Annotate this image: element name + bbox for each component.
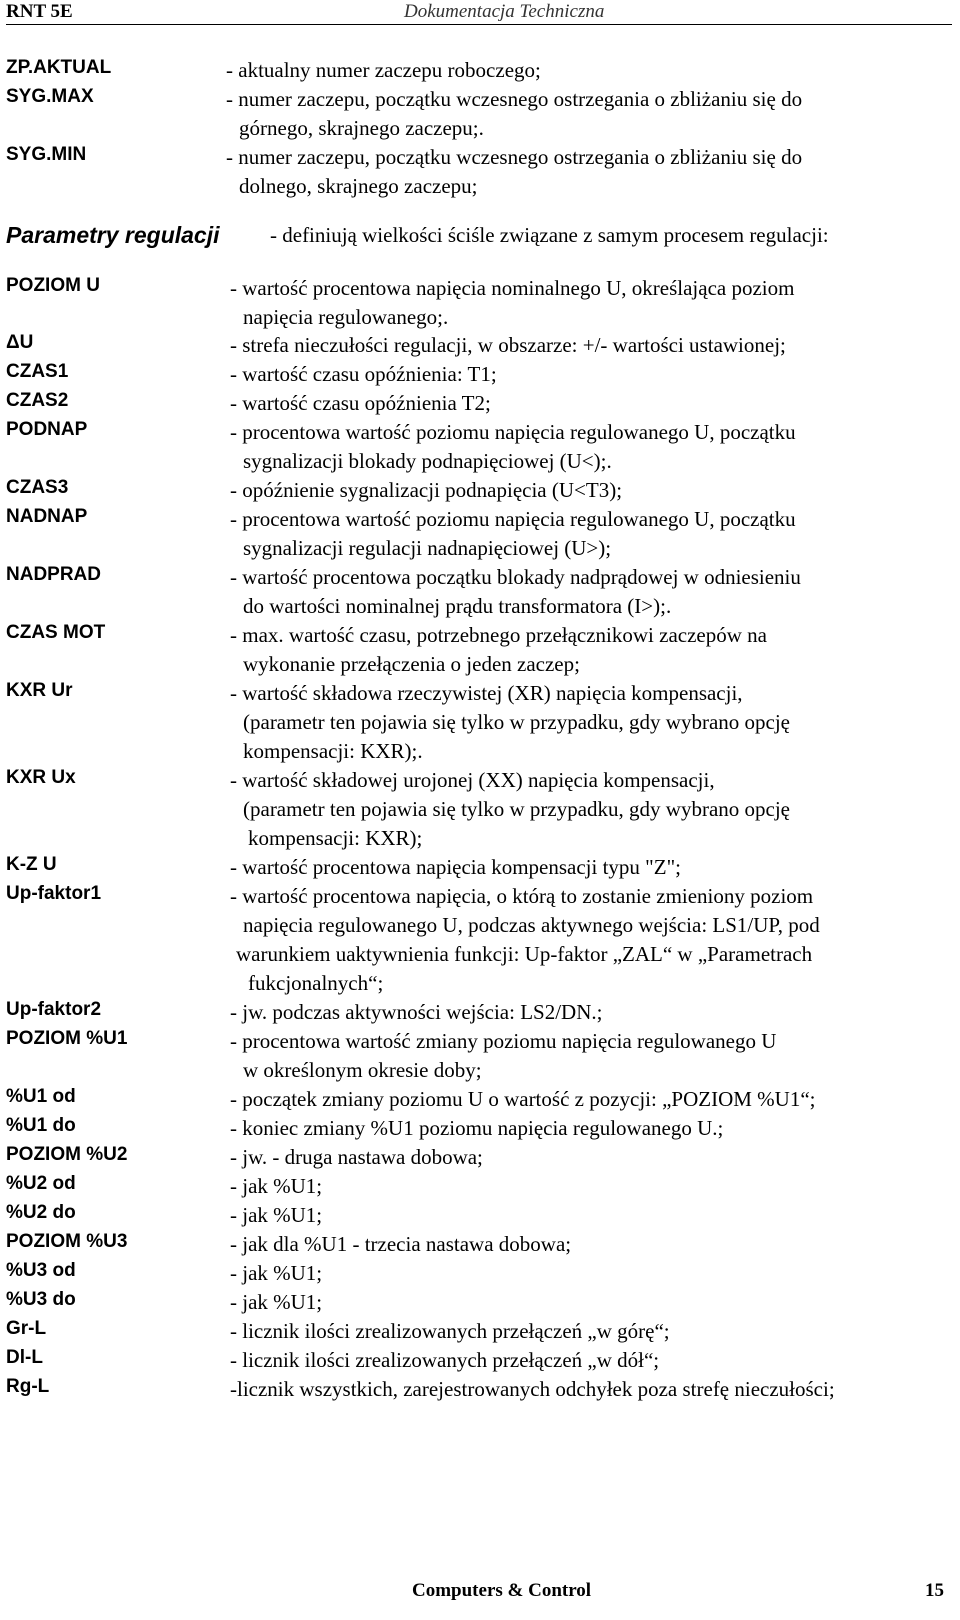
param-description: - numer zaczepu, początku wczesnego ostrzegania o zbliżaniu się do dolnego, skrajnego zaczepu;	[226, 145, 803, 198]
param-description: - licznik ilości zrealizowanych przełączeń „w górę“;	[230, 1319, 670, 1343]
param-description: - początek zmiany poziomu U o wartość z pozycji: „POZIOM %U1“;	[230, 1087, 816, 1111]
document-title: Dokumentacja Techniczna	[404, 1, 605, 22]
param-term: Up-faktor1	[6, 883, 102, 904]
param-term: %U2 do	[6, 1202, 76, 1223]
param-term: %U1 do	[6, 1115, 76, 1136]
param-term: CZAS MOT	[6, 622, 106, 643]
param-term: POZIOM %U1	[6, 1028, 128, 1049]
param-term: POZIOM U	[6, 275, 100, 296]
param-description: - jw. - druga nastawa dobowa;	[230, 1145, 483, 1169]
param-description: - wartość składowa rzeczywistej (XR) napięcia kompensacji, (parametr ten pojawia się tylko w przypadku, gdy wybrano opcję kompensacji: KXR);.	[230, 681, 790, 763]
param-term: SYG.MAX	[6, 86, 94, 107]
param-description: - jak dla %U1 - trzecia nastawa dobowa;	[230, 1232, 572, 1256]
param-description: - strefa nieczułości regulacji, w obszarze: +/- wartości ustawionej;	[230, 333, 786, 357]
param-term: %U3 od	[6, 1260, 76, 1281]
param-description: - jak %U1;	[230, 1203, 323, 1227]
param-description: - numer zaczepu, początku wczesnego ostrzegania o zbliżaniu się do górnego, skrajnego zaczepu;.	[226, 87, 803, 140]
param-term: CZAS3	[6, 477, 69, 498]
param-description: - jak %U1;	[230, 1261, 323, 1285]
param-term: Gr-L	[6, 1318, 47, 1339]
param-term: NADNAP	[6, 506, 88, 527]
param-description: - procentowa wartość zmiany poziomu napięcia regulowanego U w określonym okresie doby;	[230, 1029, 777, 1082]
param-description: - procentowa wartość poziomu napięcia regulowanego U, początku sygnalizacji blokady podnapięciowej (U<);.	[230, 420, 796, 473]
param-term: SYG.MIN	[6, 144, 87, 165]
param-term: CZAS1	[6, 361, 69, 382]
param-description: - licznik ilości zrealizowanych przełączeń „w dół“;	[230, 1348, 660, 1372]
page-header	[6, 0, 952, 25]
section-heading	[0, 222, 960, 254]
param-term: CZAS2	[6, 390, 69, 411]
param-description: - max. wartość czasu, potrzebnego przełącznikowi zaczepów na wykonanie przełączenia o jeden zaczep;	[230, 623, 767, 676]
param-term: KXR Ur	[6, 680, 73, 701]
param-term: %U1 od	[6, 1086, 76, 1107]
param-description: - wartość czasu opóźnienia T2;	[230, 391, 491, 415]
param-description: - aktualny numer zaczepu roboczego;	[226, 58, 541, 82]
param-term: Rg-L	[6, 1376, 50, 1397]
param-description: - wartość składowej urojonej (XX) napięcia kompensacji, (parametr ten pojawia się tylko w przypadku, gdy wybrano opcję kompensacji: KXR);	[230, 768, 790, 850]
param-term: Up-faktor2	[6, 999, 102, 1020]
param-description: - wartość procentowa napięcia nominalnego U, określająca poziom napięcia regulowanego;.	[230, 276, 795, 329]
param-term: K-Z U	[6, 854, 57, 875]
page-number: 15	[925, 1580, 944, 1601]
param-description: - koniec zmiany %U1 poziomu napięcia regulowanego U.;	[230, 1116, 724, 1140]
document-code: RNT 5E	[6, 1, 73, 22]
param-description: - jak %U1;	[230, 1290, 323, 1314]
param-description: - procentowa wartość poziomu napięcia regulowanego U, początku sygnalizacji regulacji nadnapięciowej (U>);	[230, 507, 796, 560]
param-description: - jak %U1;	[230, 1174, 323, 1198]
section-description: - definiują wielkości ściśle związane z samym procesem regulacji:	[270, 223, 829, 247]
footer-company: Computers & Control	[412, 1580, 592, 1601]
param-description: - wartość procentowa początku blokady nadprądowej w odniesieniu do wartości nominalnej prądu transformatora (I>);.	[230, 565, 801, 618]
param-term: ΔU	[6, 332, 34, 353]
param-description: - opóźnienie sygnalizacji podnapięcia (U<T3);	[230, 478, 623, 502]
param-term: POZIOM %U2	[6, 1144, 128, 1165]
param-term: %U2 od	[6, 1173, 76, 1194]
param-description: -licznik wszystkich, zarejestrowanych odchyłek poza strefę nieczułości;	[230, 1377, 835, 1401]
param-term: Dl-L	[6, 1347, 43, 1368]
param-description: - wartość czasu opóźnienia: T1;	[230, 362, 497, 386]
param-term: PODNAP	[6, 419, 88, 440]
param-term: NADPRAD	[6, 564, 101, 585]
param-term: KXR Ux	[6, 767, 76, 788]
param-description: - wartość procentowa napięcia, o którą to zostanie zmieniony poziom napięcia regulowanego U, podczas aktywnego wejścia: LS1/UP, pod warunkiem uaktywnienia funkcji: Up-faktor „ZAL“ w „Parametrach fukcjonalnych“;	[230, 884, 820, 995]
param-term: ZP.AKTUAL	[6, 57, 112, 78]
section-title: Parametry regulacji	[6, 222, 220, 248]
param-description: - wartość procentowa napięcia kompensacji typu "Z";	[230, 855, 681, 879]
param-term: %U3 do	[6, 1289, 76, 1310]
param-term: POZIOM %U3	[6, 1231, 128, 1252]
param-description: - jw. podczas aktywności wejścia: LS2/DN.;	[230, 1000, 603, 1024]
